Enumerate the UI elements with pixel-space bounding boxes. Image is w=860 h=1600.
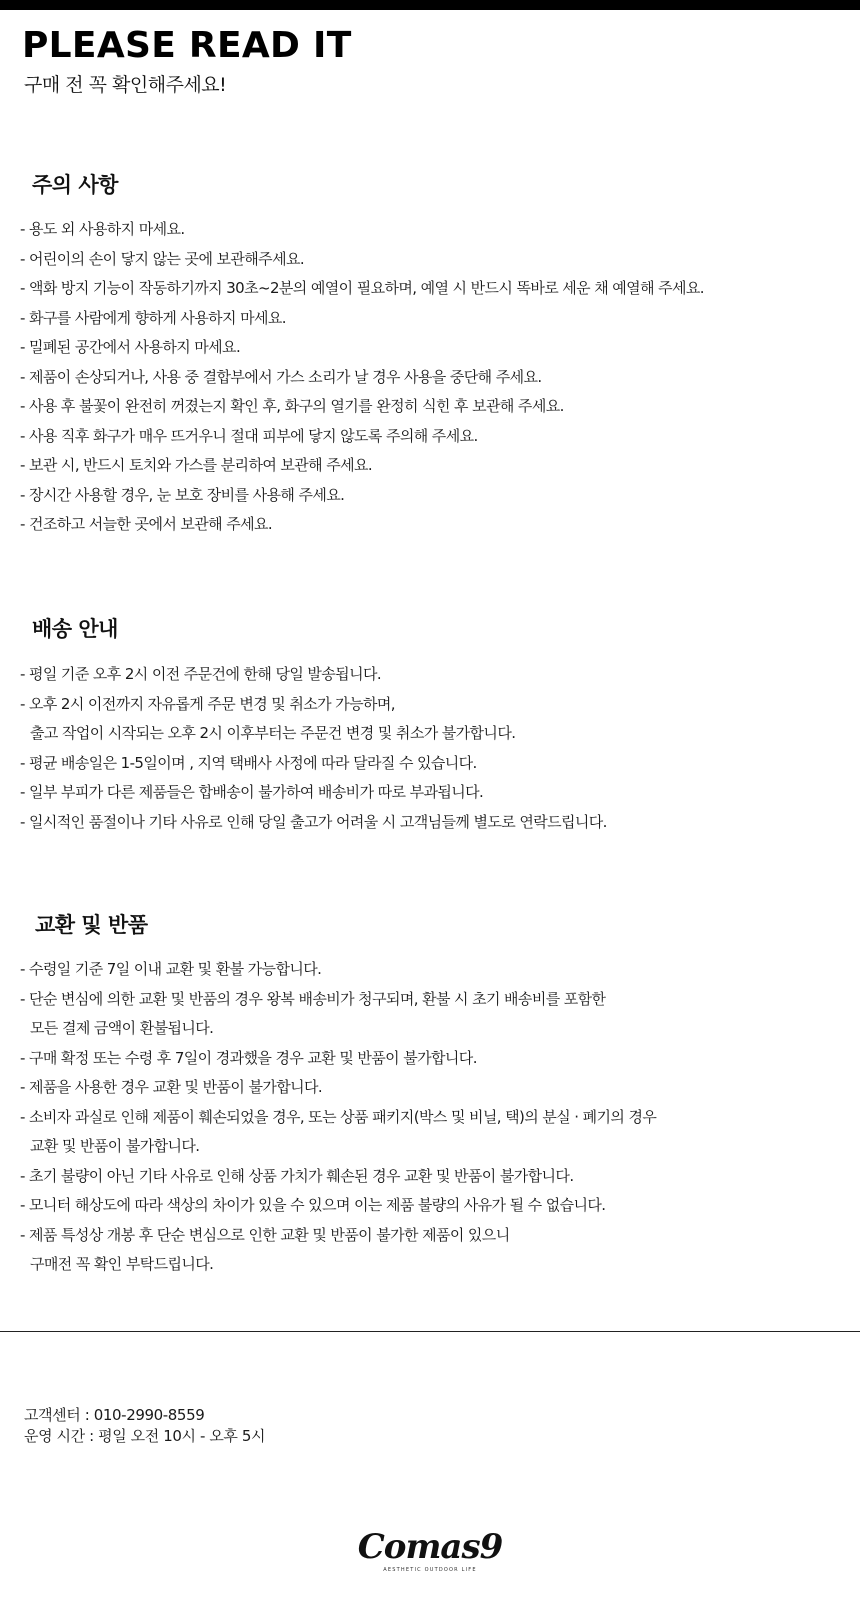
list-item: - 건조하고 서늘한 곳에서 보관해 주세요. bbox=[20, 515, 273, 533]
list-item: - 보관 시, 반드시 토치와 가스를 분리하여 보관해 주세요. bbox=[20, 456, 373, 474]
list-item: - 수령일 기준 7일 이내 교환 및 환불 가능합니다. bbox=[20, 960, 322, 978]
returns-title: 교환 및 반품 bbox=[35, 913, 148, 937]
list-item: - 화구를 사람에게 향하게 사용하지 마세요. bbox=[20, 308, 286, 327]
brand-tagline: AESTHETIC OUTDOOR LIFE bbox=[383, 1567, 477, 1573]
list-item: - 사용 후 불꽃이 완전히 꺼졌는지 확인 후, 화구의 열기를 완정히 식힌 후 보관해 주세요. bbox=[20, 397, 564, 415]
shipping-title: 배송 안내 bbox=[32, 617, 118, 641]
list-item: - 제품 특성상 개봉 후 단순 변심으로 인한 교환 및 반품이 불가한 제품이 있으니 bbox=[20, 1225, 510, 1244]
list-item-continuation: 교환 및 반품이 불가합니다. bbox=[30, 1137, 200, 1155]
caution-title: 주의 사항 bbox=[32, 173, 118, 197]
list-item: - 액화 방지 기능이 작동하기까지 30초~2분의 예열이 필요하며, 예열 시 반드시 똑바로 세운 채 예열해 주세요. bbox=[20, 279, 704, 297]
customer-center-phone: 고객센터 : 010-2990-8559 bbox=[24, 1406, 205, 1424]
brand-logo-mark: Comas9 bbox=[357, 1527, 503, 1567]
list-item-continuation: 출고 작업이 시작되는 오후 2시 이후부터는 주문건 변경 및 취소가 불가합니다. bbox=[30, 724, 516, 742]
list-item: - 장시간 사용할 경우, 눈 보호 장비를 사용해 주세요. bbox=[20, 485, 345, 504]
list-item-continued bbox=[20, 719, 607, 749]
list-item-continuation: 구매전 꼭 확인 부탁드립니다. bbox=[30, 1255, 214, 1273]
top-bar bbox=[0, 0, 860, 10]
list-item-continued bbox=[20, 1132, 656, 1162]
list-item: - 제품을 사용한 경우 교환 및 반품이 불가합니다. bbox=[20, 1078, 323, 1096]
list-item: - 구매 확정 또는 수령 후 7일이 경과했을 경우 교환 및 반품이 불가합니다. bbox=[20, 1048, 477, 1067]
list-item: - 평균 배송일은 1-5일이며 , 지역 택배사 사정에 따라 달라질 수 있습니다. bbox=[20, 753, 477, 772]
caution-list bbox=[20, 215, 704, 540]
list-item: - 제품이 손상되거나, 사용 중 결합부에서 가스 소리가 날 경우 사용을 중단해 주세요. bbox=[20, 367, 542, 386]
list-item: - 소비자 과실로 인해 제품이 훼손되었을 경우, 또는 상품 패키지(박스 및 비닐, 택)의 분실 · 폐기의 경우 bbox=[20, 1107, 657, 1126]
list-item: - 사용 직후 화구가 매우 뜨거우니 절대 피부에 닿지 않도록 주의해 주세요. bbox=[20, 426, 478, 445]
list-item: - 초기 불량이 아닌 기타 사유로 인해 상품 가치가 훼손된 경우 교환 및 반품이 불가합니다. bbox=[20, 1166, 574, 1185]
list-item: - 모니터 해상도에 따라 색상의 차이가 있을 수 있으며 이는 제품 불량의 사유가 될 수 없습니다. bbox=[20, 1196, 606, 1214]
list-item-continued bbox=[20, 1250, 656, 1280]
list-item: - 용도 외 사용하지 마세요. bbox=[20, 220, 185, 238]
list-item: - 밀폐된 공간에서 사용하지 마세요. bbox=[20, 338, 241, 356]
brand-logo bbox=[330, 1528, 530, 1574]
shipping-list bbox=[20, 660, 607, 837]
operating-hours: 운영 시간 : 평일 오전 10시 - 오후 5시 bbox=[24, 1427, 266, 1445]
list-item: - 평일 기준 오후 2시 이전 주문건에 한해 당일 발송됩니다. bbox=[20, 665, 382, 683]
page-title: PLEASE READ IT bbox=[22, 25, 352, 66]
list-item: - 어린이의 손이 닿지 않는 곳에 보관해주세요. bbox=[20, 249, 305, 268]
list-item: - 일시적인 품절이나 기타 사유로 인해 당일 출고가 어려울 시 고객님들께 별도로 연락드립니다. bbox=[20, 812, 607, 831]
list-item: - 일부 부피가 다른 제품들은 합배송이 불가하여 배송비가 따로 부과됩니다. bbox=[20, 783, 484, 801]
list-item: - 단순 변심에 의한 교환 및 반품의 경우 왕복 배송비가 청구되며, 환불 시 초기 배송비를 포함한 bbox=[20, 989, 606, 1008]
returns-list bbox=[20, 955, 656, 1280]
section-divider bbox=[0, 1331, 860, 1332]
list-item-continuation: 모든 결제 금액이 환불됩니다. bbox=[30, 1019, 214, 1037]
page-subtitle: 구매 전 꼭 확인해주세요! bbox=[24, 74, 227, 96]
list-item-continued bbox=[20, 1014, 656, 1044]
contact-info bbox=[24, 1405, 265, 1447]
list-item: - 오후 2시 이전까지 자유롭게 주문 변경 및 취소가 가능하며, bbox=[20, 694, 395, 713]
